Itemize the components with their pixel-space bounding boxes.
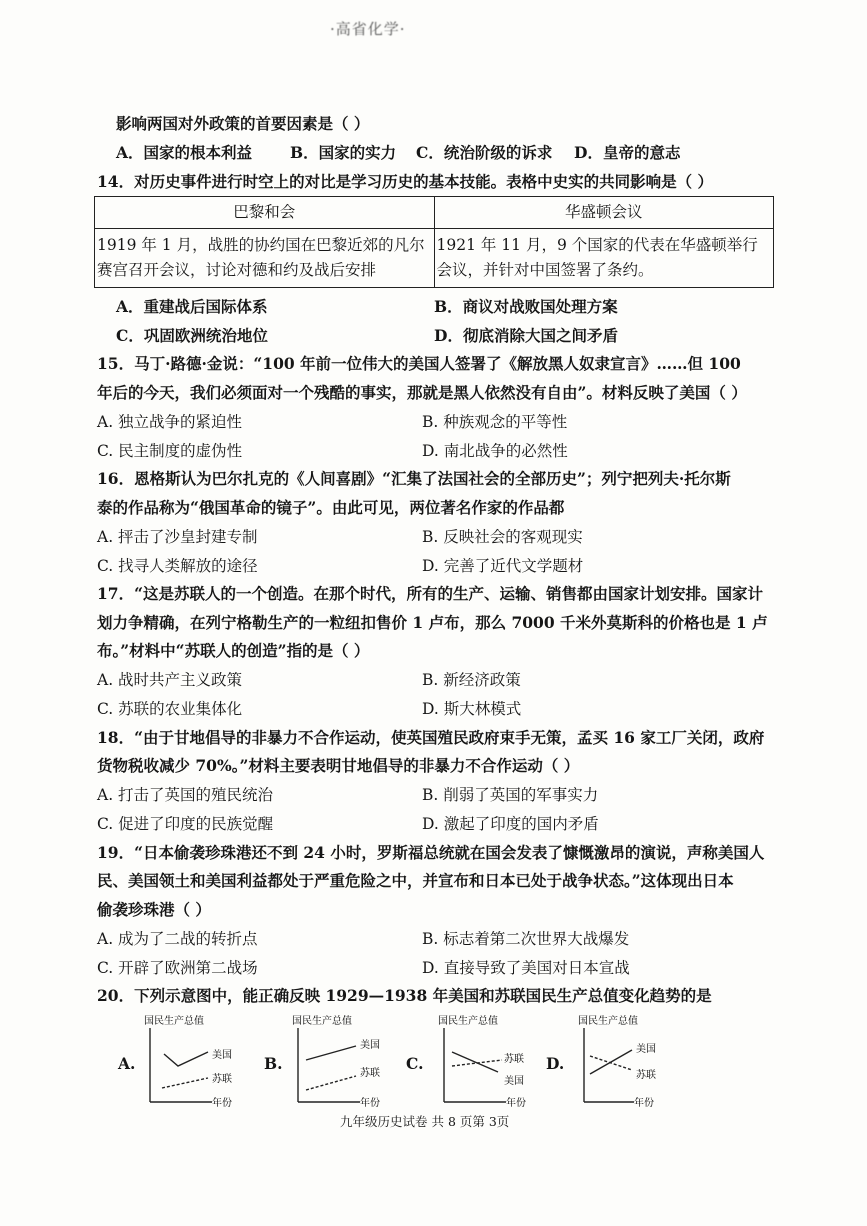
q17-stem-line-3: 布。”材料中“苏联人的创造”指的是（ ） [97, 641, 370, 660]
q18-stem-line-1: 18．“由于甘地倡导的非暴力不合作运动，使英国殖民政府束手无策，孟买 16 家工厂关闭，政府 [97, 728, 765, 747]
q20-chart-c-svg [436, 1012, 556, 1112]
q16-option-b[interactable]: B. 反映社会的客观现实 [422, 528, 583, 546]
q17-stem-line-1: 17．“这是苏联人的一个创造。在那个时代，所有的生产、运输、销售都由国家计划安排。国家计 [97, 584, 763, 603]
q13-option-c[interactable]: C．统治阶级的诉求 [416, 143, 553, 162]
x-axis-label: 年份 [506, 1098, 526, 1109]
usa-line [306, 1046, 356, 1060]
q17-option-a[interactable]: A. 战时共产主义政策 [97, 671, 243, 689]
q17-option-b[interactable]: B. 新经济政策 [422, 671, 521, 689]
q15-option-d[interactable]: D. 南北战争的必然性 [422, 442, 568, 460]
q17-option-d[interactable]: D. 斯大林模式 [422, 700, 522, 718]
usa-label: 美国 [504, 1076, 524, 1087]
q20-option-b-letter[interactable]: B. [264, 1054, 283, 1073]
q20-chart-c [436, 1012, 556, 1116]
q14-table [94, 196, 774, 288]
x-axis-label: 年份 [212, 1098, 232, 1109]
q15-stem-line-2: 年后的今天，我们必须面对一个残酷的事实，那就是黑人依然没有自由”。材料反映了美国（ ） [97, 383, 747, 402]
q17-option-c[interactable]: C. 苏联的农业集体化 [97, 700, 243, 718]
q13-option-d[interactable]: D．皇帝的意志 [574, 143, 681, 162]
x-axis-label: 年份 [360, 1098, 380, 1109]
q20-option-a-letter[interactable]: A. [118, 1054, 136, 1073]
y-axis-label: 国民生产总值 [438, 1016, 498, 1027]
q15-option-b[interactable]: B. 种族观念的平等性 [422, 413, 568, 431]
q14-table-cell-washington: 1921 年 11 月，9 个国家的代表在华盛顿举行会议，并针对中国签署了条约。 [434, 229, 774, 288]
ussr-line [162, 1078, 208, 1088]
x-axis-label: 年份 [634, 1098, 654, 1109]
q14-table-header-washington: 华盛顿会议 [434, 197, 774, 229]
y-axis-label: 国民生产总值 [578, 1016, 638, 1027]
q15-option-a[interactable]: A. 独立战争的紧迫性 [97, 413, 243, 431]
ussr-label: 苏联 [360, 1068, 380, 1079]
q14-option-d[interactable]: D．彻底消除大国之间矛盾 [434, 326, 618, 345]
q20-chart-d [576, 1012, 696, 1116]
q15-option-c[interactable]: C. 民主制度的虚伪性 [97, 442, 243, 460]
q16-stem-line-1: 16．恩格斯认为巴尔扎克的《人间喜剧》“汇集了法国社会的全部历史”；列宁把列夫·托尔斯 [97, 469, 731, 488]
usa-line [590, 1050, 632, 1074]
q18-option-c[interactable]: C. 促进了印度的民族觉醒 [97, 815, 274, 833]
usa-label: 美国 [212, 1050, 232, 1061]
usa-label: 美国 [636, 1044, 656, 1055]
usa-line [164, 1052, 208, 1066]
q13-option-b[interactable]: B．国家的实力 [290, 143, 397, 162]
ussr-line [452, 1060, 502, 1066]
q19-option-a[interactable]: A. 成为了二战的转折点 [97, 930, 258, 948]
q16-option-c[interactable]: C. 找寻人类解放的途径 [97, 557, 258, 575]
y-axis-label: 国民生产总值 [144, 1016, 204, 1027]
q19-option-c[interactable]: C. 开辟了欧洲第二战场 [97, 959, 258, 977]
q20-chart-d-svg [576, 1012, 696, 1112]
q15-stem-line-1: 15．马丁·路德·金说：“100 年前一位伟大的美国人签署了《解放黑人奴隶宣言》……但 100 [97, 354, 741, 373]
q18-option-a[interactable]: A. 打击了英国的殖民统治 [97, 786, 274, 804]
q20-option-c-letter[interactable]: C. [406, 1054, 424, 1073]
q13-option-a[interactable]: A．国家的根本利益 [116, 143, 253, 162]
q16-option-d[interactable]: D. 完善了近代文学题材 [422, 557, 584, 575]
header-scrawl: ·高省化学· [330, 20, 406, 38]
page-footer: 九年级历史试卷 共 8 页第 3页 [340, 1114, 510, 1129]
ussr-label: 苏联 [504, 1054, 524, 1065]
q14-option-c[interactable]: C．巩固欧洲统治地位 [116, 326, 268, 345]
ussr-line [306, 1076, 356, 1090]
q14-option-b[interactable]: B．商议对战败国处理方案 [434, 297, 618, 316]
usa-label: 美国 [360, 1040, 380, 1051]
q20-option-d-letter[interactable]: D. [546, 1054, 565, 1073]
q19-option-b[interactable]: B. 标志着第二次世界大战爆发 [422, 930, 630, 948]
q14-stem: 14．对历史事件进行时空上的对比是学习历史的基本技能。表格中史实的共同影响是（ ） [97, 172, 713, 191]
q18-option-d[interactable]: D. 激起了印度的国内矛盾 [422, 815, 599, 833]
q14-table-header-paris: 巴黎和会 [95, 197, 435, 229]
q13-stem: 影响两国对外政策的首要因素是（ ） [116, 114, 370, 133]
ussr-label: 苏联 [212, 1074, 232, 1085]
q20-chart-a [142, 1012, 262, 1116]
q20-chart-b [290, 1012, 410, 1116]
y-axis-label: 国民生产总值 [292, 1016, 352, 1027]
q18-stem-line-2: 货物税收减少 70%。”材料主要表明甘地倡导的非暴力不合作运动（ ） [97, 756, 580, 775]
q16-option-a[interactable]: A. 抨击了沙皇封建专制 [97, 528, 258, 546]
ussr-line [590, 1056, 632, 1070]
q14-option-a[interactable]: A．重建战后国际体系 [116, 297, 268, 316]
q19-option-d[interactable]: D. 直接导致了美国对日本宣战 [422, 959, 630, 977]
q17-stem-line-2: 划力争精确，在列宁格勒生产的一粒纽扣售价 1 卢布，那么 7000 千米外莫斯科的价格也是 1 卢 [97, 613, 768, 632]
usa-line [452, 1052, 498, 1072]
q20-stem: 20．下列示意图中，能正确反映 1929—1938 年美国和苏联国民生产总值变化趋势的是 [97, 986, 712, 1005]
q14-table-cell-paris: 1919 年 1 月，战胜的协约国在巴黎近郊的凡尔赛宫召开会议，讨论对德和约及战后安排 [95, 229, 435, 288]
ussr-label: 苏联 [636, 1070, 656, 1081]
q18-option-b[interactable]: B. 削弱了英国的军事实力 [422, 786, 599, 804]
q19-stem-line-3: 偷袭珍珠港（ ） [97, 900, 211, 919]
q16-stem-line-2: 泰的作品称为“俄国革命的镜子”。由此可见，两位著名作家的作品都 [97, 498, 565, 517]
q20-chart-b-svg [290, 1012, 410, 1112]
q20-chart-a-svg [142, 1012, 262, 1112]
q19-stem-line-1: 19．“日本偷袭珍珠港还不到 24 小时，罗斯福总统就在国会发表了慷慨激昂的演说，声称美国人 [97, 843, 765, 862]
q19-stem-line-2: 民、美国领土和美国利益都处于严重危险之中，并宣布和日本已处于战争状态。”这体现出日本 [97, 871, 734, 890]
